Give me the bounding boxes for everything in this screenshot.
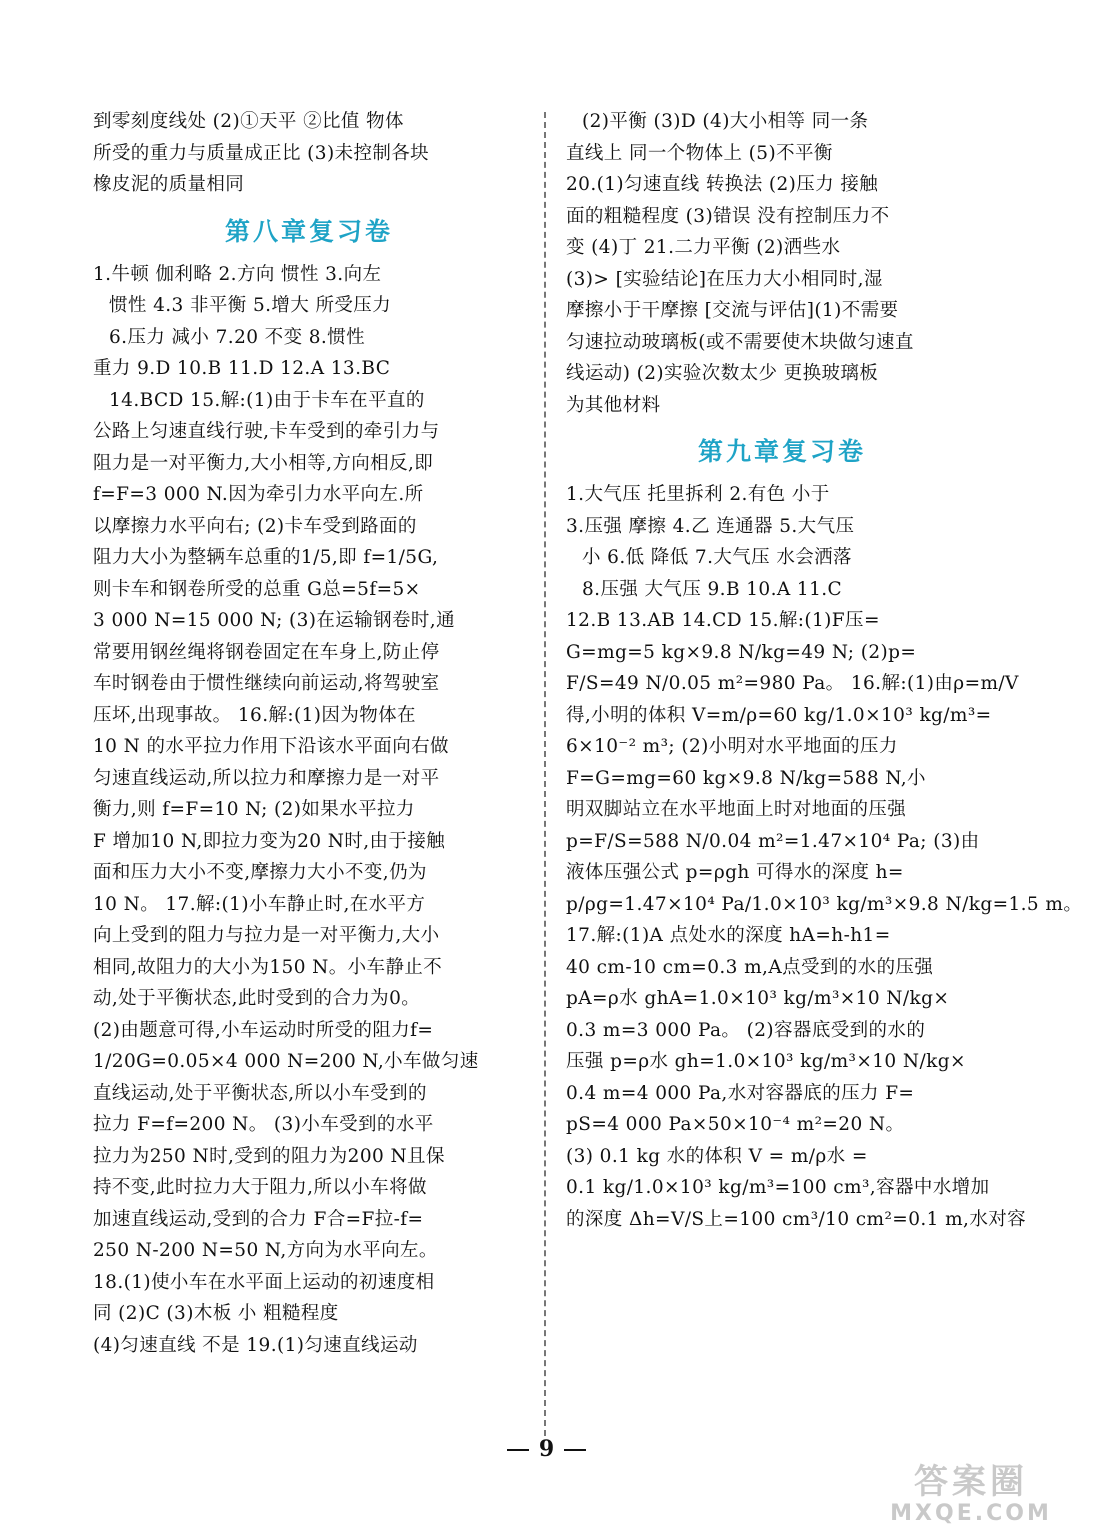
text-line: 则卡车和钢卷所受的总重 G总=5f=5×	[93, 578, 421, 600]
text-line: (3)> [实验结论]在压力大小相同时,湿	[566, 268, 883, 290]
page-number: 9	[538, 1436, 555, 1462]
text-line: F 增加10 N,即拉力变为20 N时,由于接触	[93, 830, 446, 852]
text-line: 向上受到的阻力与拉力是一对平衡力,大小	[93, 925, 440, 946]
text-line: 加速直线运动,受到的合力 F合=F拉-f=	[93, 1208, 424, 1230]
text-line: f=F=3 000 N.因为牵引力水平向左.所	[93, 484, 424, 505]
text-line: 18.(1)使小车在水平面上运动的初速度相	[93, 1271, 435, 1293]
text-line: 10 N 的水平拉力作用下沿该水平面向右做	[93, 736, 449, 757]
text-line: (3) 0.1 kg 水的体积 V = m/ρ水 =	[566, 1145, 868, 1167]
text-line: 的深度 Δh=V/S上=100 cm³/10 cm²=0.1 m,水对容	[566, 1208, 1027, 1230]
text-line: 直线运动,处于平衡状态,所以小车受到的	[93, 1082, 427, 1104]
left-column	[93, 106, 525, 1361]
text-line: 40 cm-10 cm=0.3 m,A点受到的水的压强	[566, 956, 934, 978]
text-line: 阻力大小为整辆车总重的1/5,即 f=1/5G,	[93, 547, 439, 568]
text-line: 所受的重力与质量成正比 (3)未控制各块	[93, 142, 430, 164]
text-line: 小 6.低 降低 7.大气压 水会洒落	[582, 547, 852, 568]
text-line: F/S=49 N/0.05 m²=980 Pa。 16.解:(1)由ρ=m/V	[566, 673, 1019, 694]
text-line: pS=4 000 Pa×50×10⁻⁴ m²=20 N。	[566, 1114, 905, 1135]
text-line: 摩擦小于干摩擦 [交流与评估](1)不需要	[566, 300, 899, 321]
text-line: 20.(1)匀速直线 转换法 (2)压力 接触	[566, 174, 879, 195]
column-divider	[544, 112, 546, 1436]
footer-dash-left	[507, 1449, 529, 1451]
text-line: F=G=mg=60 kg×9.8 N/kg=588 N,小	[566, 767, 926, 789]
text-line: 为其他材料	[566, 394, 661, 416]
watermark-logo: 答案圈	[914, 1462, 1028, 1502]
text-line: 1.牛顿 伽利略 2.方向 惯性 3.向左	[93, 263, 382, 285]
text-line: 0.4 m=4 000 Pa,水对容器底的压力 F=	[566, 1082, 915, 1104]
text-line: 公路上匀速直线行驶,卡车受到的牵引力与	[93, 421, 440, 442]
text-line: 匀速直线运动,所以拉力和摩擦力是一对平	[93, 767, 440, 789]
text-line: 拉力为250 N时,受到的阻力为200 N且保	[93, 1145, 445, 1167]
text-line: 17.解:(1)A 点处水的深度 hA=h-h1=	[566, 925, 891, 946]
text-line: (2)由题意可得,小车运动时所受的阻力f=	[93, 1019, 434, 1041]
text-line: p=F/S=588 N/0.04 m²=1.47×10⁴ Pa; (3)由	[566, 830, 980, 852]
text-line: (2)平衡 (3)D (4)大小相等 同一条	[582, 111, 869, 132]
text-line: 得,小明的体积 V=m/ρ=60 kg/1.0×10³ kg/m³=	[566, 704, 992, 726]
text-line: 0.3 m=3 000 Pa。 (2)容器底受到的水的	[566, 1019, 926, 1041]
text-line: 直线上 同一个物体上 (5)不平衡	[566, 142, 833, 164]
text-line: 6×10⁻² m³; (2)小明对水平地面的压力	[566, 736, 898, 757]
text-line: 8.压强 大气压 9.B 10.A 11.C	[582, 578, 843, 600]
text-line: 12.B 13.AB 14.CD 15.解:(1)F压=	[566, 610, 880, 631]
text-line: 1/20G=0.05×4 000 N=200 N,小车做匀速	[93, 1051, 479, 1072]
text-line: 14.BCD 15.解:(1)由于卡车在平直的	[109, 389, 425, 411]
text-line: 衡力,则 f=F=10 N; (2)如果水平拉力	[93, 799, 415, 820]
text-line: 橡皮泥的质量相同	[93, 174, 245, 195]
text-line: 阻力是一对平衡力,大小相等,方向相反,即	[93, 452, 434, 474]
text-line: 线运动) (2)实验次数太少 更换玻璃板	[566, 363, 879, 384]
text-line: 重力 9.D 10.B 11.D 12.A 13.BC	[93, 358, 391, 379]
text-line: 压强 p=ρ水 gh=1.0×10³ kg/m³×10 N/kg×	[566, 1051, 966, 1072]
watermark	[871, 1462, 1071, 1530]
text-line: 动,处于平衡状态,此时受到的合力为0。	[93, 988, 421, 1009]
text-line: 1.大气压 托里拆利 2.有色 小于	[566, 484, 830, 505]
text-line: 拉力 F=f=200 N。 (3)小车受到的水平	[93, 1114, 434, 1135]
text-line: 液体压强公式 p=ρgh 可得水的深度 h=	[566, 862, 904, 883]
text-line: 10 N。 17.解:(1)小车静止时,在水平方	[93, 893, 426, 915]
watermark-url: MXQE.COM	[890, 1501, 1052, 1526]
chapter-8-heading: 第八章复习卷	[224, 216, 393, 246]
text-line: 车时钢卷由于惯性继续向前运动,将驾驶室	[93, 673, 440, 694]
text-line: 变 (4)丁 21.二力平衡 (2)洒些水	[566, 237, 841, 258]
text-line: 持不变,此时拉力大于阻力,所以小车将做	[93, 1177, 427, 1198]
text-line: 面和压力大小不变,摩擦力大小不变,仍为	[93, 862, 427, 883]
text-line: 相同,故阻力的大小为150 N。小车静止不	[93, 956, 443, 978]
text-line: 同 (2)C (3)木板 小 粗糙程度	[93, 1303, 339, 1324]
text-line: 以摩擦力水平向右; (2)卡车受到路面的	[93, 515, 417, 537]
text-line: p/ρg=1.47×10⁴ Pa/1.0×10³ kg/m³×9.8 N/kg=1.5 m。	[566, 893, 1083, 915]
text-line: G=mg=5 kg×9.8 N/kg=49 N; (2)p=	[566, 641, 917, 663]
text-line: 0.1 kg/1.0×10³ kg/m³=100 cm³,容器中水增加	[566, 1177, 990, 1198]
text-line: 压坏,出现事故。 16.解:(1)因为物体在	[93, 704, 416, 726]
text-line: pA=ρ水 ghA=1.0×10³ kg/m³×10 N/kg×	[566, 988, 950, 1009]
text-line: 250 N-200 N=50 N,方向为水平向左。	[93, 1240, 438, 1261]
text-line: 明双脚站立在水平地面上时对地面的压强	[566, 799, 907, 820]
text-line: 到零刻度线处 (2)①天平 ②比值 物体	[93, 111, 404, 132]
text-line: 3.压强 摩擦 4.乙 连通器 5.大气压	[566, 515, 855, 537]
text-line: 6.压力 减小 7.20 不变 8.惯性	[109, 326, 366, 348]
text-line: (4)匀速直线 不是 19.(1)匀速直线运动	[93, 1334, 418, 1356]
page-footer	[0, 1436, 1093, 1462]
text-line: 惯性 4.3 非平衡 5.增大 所受压力	[109, 295, 392, 316]
text-line: 常要用钢丝绳将钢卷固定在车身上,防止停	[93, 641, 440, 663]
text-line: 匀速拉动玻璃板(或不需要使木块做匀速直	[566, 331, 914, 353]
text-line: 面的粗糙程度 (3)错误 没有控制压力不	[566, 205, 890, 227]
footer-dash-right	[564, 1449, 586, 1451]
chapter-9-heading: 第九章复习卷	[697, 437, 866, 466]
text-line: 3 000 N=15 000 N; (3)在运输钢卷时,通	[93, 610, 455, 631]
right-column	[566, 106, 1083, 1235]
